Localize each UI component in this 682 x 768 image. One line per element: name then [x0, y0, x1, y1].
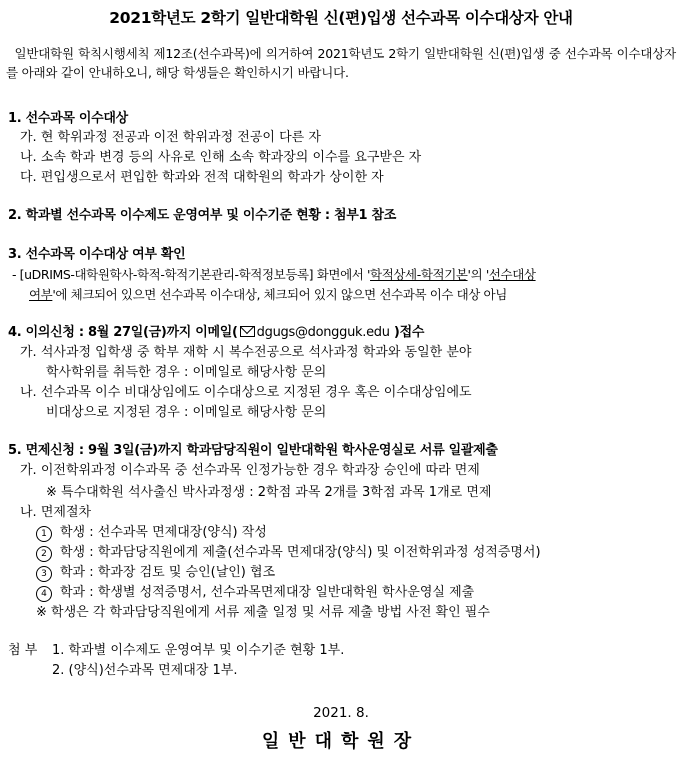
issuer-signature: 일반대학원장 [261, 731, 421, 752]
section-3-line [12, 266, 536, 284]
section-3-text: - [uDRIMS-대학원학사-학적-학적기본관리-학적정보등록] 화면에서 ' [12, 267, 371, 282]
step-number: 4 [36, 586, 52, 602]
procedure-step [36, 564, 275, 582]
section-3-underlined: 선수대상 [488, 267, 536, 282]
section-4-item: 가. 석사과정 입학생 중 학부 재학 시 복수전공으로 석사과정 학과와 동일한 분야 [20, 345, 472, 360]
step-number: 3 [36, 566, 52, 582]
document-title: 2021학년도 2학기 일반대학원 신(편)입생 선수과목 이수대상자 안내 [109, 9, 573, 27]
section-4-item: 학사학위를 취득한 경우 : 이메일로 해당사항 문의 [46, 365, 327, 380]
section-3-heading: 3. 선수과목 이수대상 여부 확인 [8, 247, 186, 262]
procedure-step [36, 544, 541, 562]
attachment-item: 1. 학과별 이수제도 운영여부 및 이수기준 현황 1부. [52, 643, 345, 658]
section-3-underlined: 여부 [29, 287, 53, 302]
document-date: 2021. 8. [313, 705, 369, 721]
section-4-heading [8, 324, 424, 342]
section-2-heading: 2. 학과별 선수과목 이수제도 운영여부 및 이수기준 현황 : 첨부1 참조 [8, 208, 396, 223]
section-1-item: 가. 현 학위과정 전공과 이전 학위과정 전공이 다른 자 [20, 130, 321, 145]
procedure-step [36, 524, 267, 542]
step-number: 2 [36, 546, 52, 562]
step-number: 1 [36, 526, 52, 542]
step-text: 학과 : 학과장 검토 및 승인(날인) 협조 [60, 565, 276, 580]
attachment-item: 2. (양식)선수과목 면제대장 1부. [52, 663, 238, 678]
section-5-item: 나. 면제절차 [20, 505, 92, 520]
section-1-item: 다. 편입생으로서 편입한 학과와 전적 대학원의 학과가 상이한 자 [20, 170, 384, 185]
section-1-item: 나. 소속 학과 변경 등의 사유로 인해 소속 학과장의 이수를 요구받은 자 [20, 150, 422, 165]
intro-paragraph [6, 44, 676, 82]
intro-text: 일반대학원 학칙시행세칙 제12조(선수과목)에 의거하여 2021학년도 2학기 일반대학원 신(편)입생 중 선수과목 이수대상자를 아래와 같이 안내하오니, 해당 학생들은 확인하시기 바랍니다. [6, 46, 677, 80]
step-text: 학생 : 선수과목 면제대장(양식) 작성 [60, 525, 267, 540]
section-3-underlined: 학적상세-학적기본 [370, 267, 468, 282]
procedure-step [36, 584, 474, 602]
section-4-item: 나. 선수과목 이수 비대상임에도 이수대상으로 지정된 경우 혹은 이수대상임에도 [20, 385, 472, 400]
section-4-heading-text: 4. 이의신청 : 8월 27일(금)까지 이메일( [8, 325, 238, 340]
section-4-item: 비대상으로 지정된 경우 : 이메일로 해당사항 문의 [46, 405, 327, 420]
section-5-item: 가. 이전학위과정 이수과목 중 선수과목 인정가능한 경우 학과장 승인에 따라 면제 [20, 463, 480, 478]
email-address: dgugs@dongguk.edu [256, 325, 390, 340]
procedure-note: ※ 학생은 각 학과담당직원에게 서류 제출 일정 및 서류 제출 방법 사전 확인 필수 [36, 605, 490, 620]
section-3-text: '의 ' [467, 267, 489, 282]
section-4-heading-text: )접수 [393, 325, 425, 340]
attachment-label: 첨 부 [8, 643, 38, 658]
step-text: 학과 : 학생별 성적증명서, 선수과목면제대장 일반대학원 학사운영실 제출 [60, 585, 475, 600]
section-1-heading: 1. 선수과목 이수대상 [8, 111, 128, 126]
section-5-heading: 5. 면제신청 : 9월 3일(금)까지 학과담당직원이 일반대학원 학사운영실로 서류 일괄제출 [8, 443, 498, 458]
envelope-icon [240, 326, 255, 337]
section-3-text: '에 체크되어 있으면 선수과목 이수대상, 체크되어 있지 않으면 선수과목 이수 대상 아님 [52, 287, 507, 302]
step-text: 학생 : 학과담당직원에게 제출(선수과목 면제대장(양식) 및 이전학위과정 성적증명서) [60, 545, 541, 560]
section-5-note: ※ 특수대학원 석사출신 박사과정생 : 2학점 과목 2개를 3학점 과목 1개로 면제 [46, 485, 492, 500]
section-3-line [29, 286, 507, 304]
